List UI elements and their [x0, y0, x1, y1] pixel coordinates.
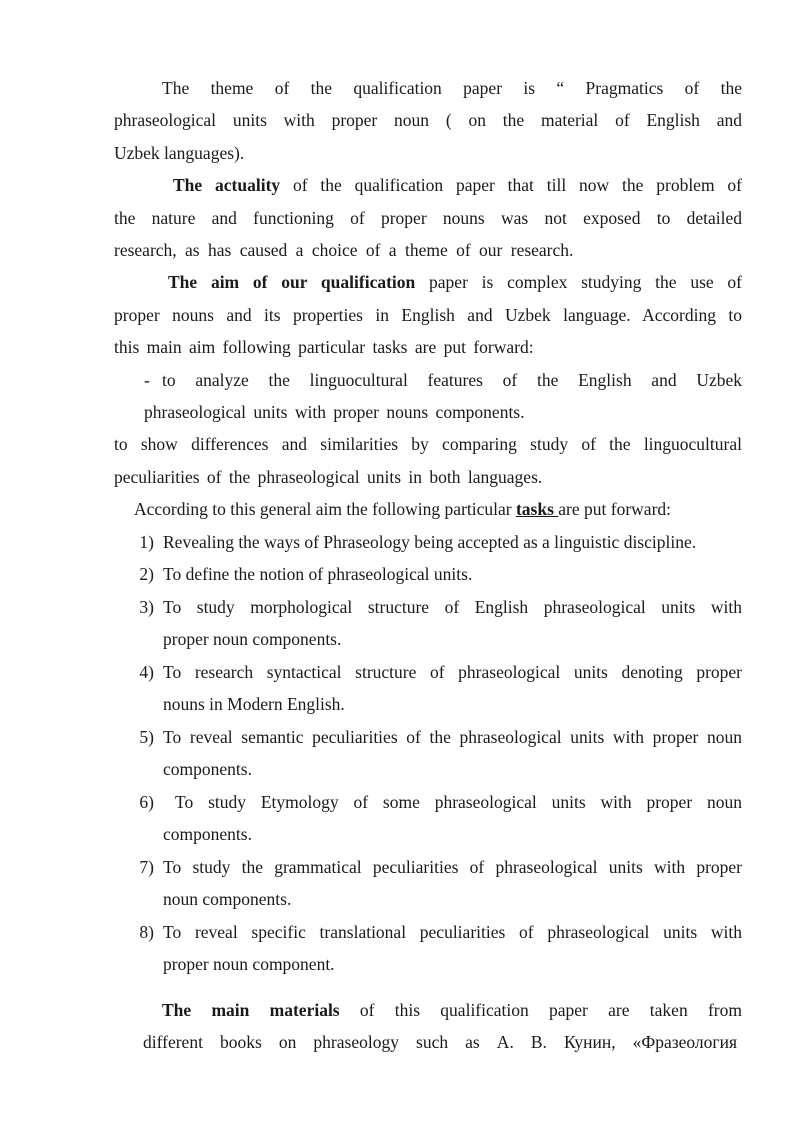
task-5-line-2: components.	[163, 759, 252, 779]
p3-line-1-rest: paper is complex studying the use of	[415, 272, 742, 292]
p1-line-3: Uzbek languages).	[114, 143, 245, 163]
p3-line-3: this main aim following particular tasks are put forward:	[114, 337, 534, 357]
p1-line-2: phraseological units with proper noun ( on the material of English and	[114, 110, 742, 130]
task-6-number: 6)	[139, 792, 154, 812]
dash-item-line-1: to analyze the linguocultural features of the English and Uzbek	[162, 370, 742, 390]
p3-line-1	[168, 270, 742, 294]
task-4-number: 4)	[139, 662, 154, 682]
task-7-number: 7)	[139, 857, 154, 877]
p5-after: are put forward:	[558, 499, 672, 519]
p2-line-1-rest: of the qualification paper that till now the problem of	[280, 175, 742, 195]
task-8-line-2: proper noun component.	[163, 954, 335, 974]
task-7-line-1: To study the grammatical peculiarities of phraseological units with proper	[163, 857, 742, 877]
task-1-number: 1)	[139, 532, 154, 552]
dash-item-line-2: phraseological units with proper nouns components.	[144, 402, 525, 422]
task-4-line-1: To research syntactical structure of phraseological units denoting proper	[163, 662, 742, 682]
p2-line-2: the nature and functioning of proper nouns was not exposed to detailed	[114, 208, 742, 228]
task-6-line-1: To study Etymology of some phraseological units with proper noun	[175, 792, 742, 812]
p4-line-1: to show differences and similarities by comparing study of the linguocultural	[114, 434, 742, 454]
aim-heading: The aim of our qualification	[168, 272, 416, 292]
p5-line	[134, 497, 671, 521]
task-8-line-1: To reveal specific translational peculiarities of phraseological units with	[163, 922, 742, 942]
task-7-line-2: noun components.	[163, 889, 292, 909]
p6-line-1	[162, 998, 742, 1022]
p3-line-2: proper nouns and its properties in English and Uzbek language. According to	[114, 305, 742, 325]
tasks-link[interactable]: tasks	[515, 499, 559, 519]
task-4-line-2: nouns in Modern English.	[163, 694, 345, 714]
p4-line-2: peculiarities of the phraseological units in both languages.	[114, 467, 543, 487]
task-3-number: 3)	[139, 597, 154, 617]
task-2-number: 2)	[139, 564, 154, 584]
task-1-line-1: Revealing the ways of Phraseology being accepted as a linguistic discipline.	[163, 532, 697, 552]
task-5-number: 5)	[139, 727, 154, 747]
task-5-line-1: To reveal semantic peculiarities of the phraseological units with proper noun	[163, 727, 742, 747]
p2-line-3: research, as has caused a choice of a theme of our research.	[114, 240, 574, 260]
task-6-line-2: components.	[163, 824, 252, 844]
p2-line-1	[173, 173, 742, 197]
task-8-number: 8)	[139, 922, 154, 942]
actuality-heading: The actuality	[173, 175, 281, 195]
p1-line-1: The theme of the qualification paper is “ Pragmatics of the	[162, 78, 742, 98]
main-materials-heading: The main materials	[162, 1000, 340, 1020]
p5-before: According to this general aim the following particular	[134, 499, 516, 519]
p6-line-1-rest: of this qualification paper are taken from	[339, 1000, 742, 1020]
p6-line-2: different books on phraseology such as А. В. Кунин, «Фразеология	[143, 1032, 737, 1052]
dash-bullet: -	[144, 370, 150, 390]
task-3-line-2: proper noun components.	[163, 629, 342, 649]
task-2-line-1: To define the notion of phraseological units.	[163, 564, 473, 584]
task-3-line-1: To study morphological structure of English phraseological units with	[163, 597, 742, 617]
